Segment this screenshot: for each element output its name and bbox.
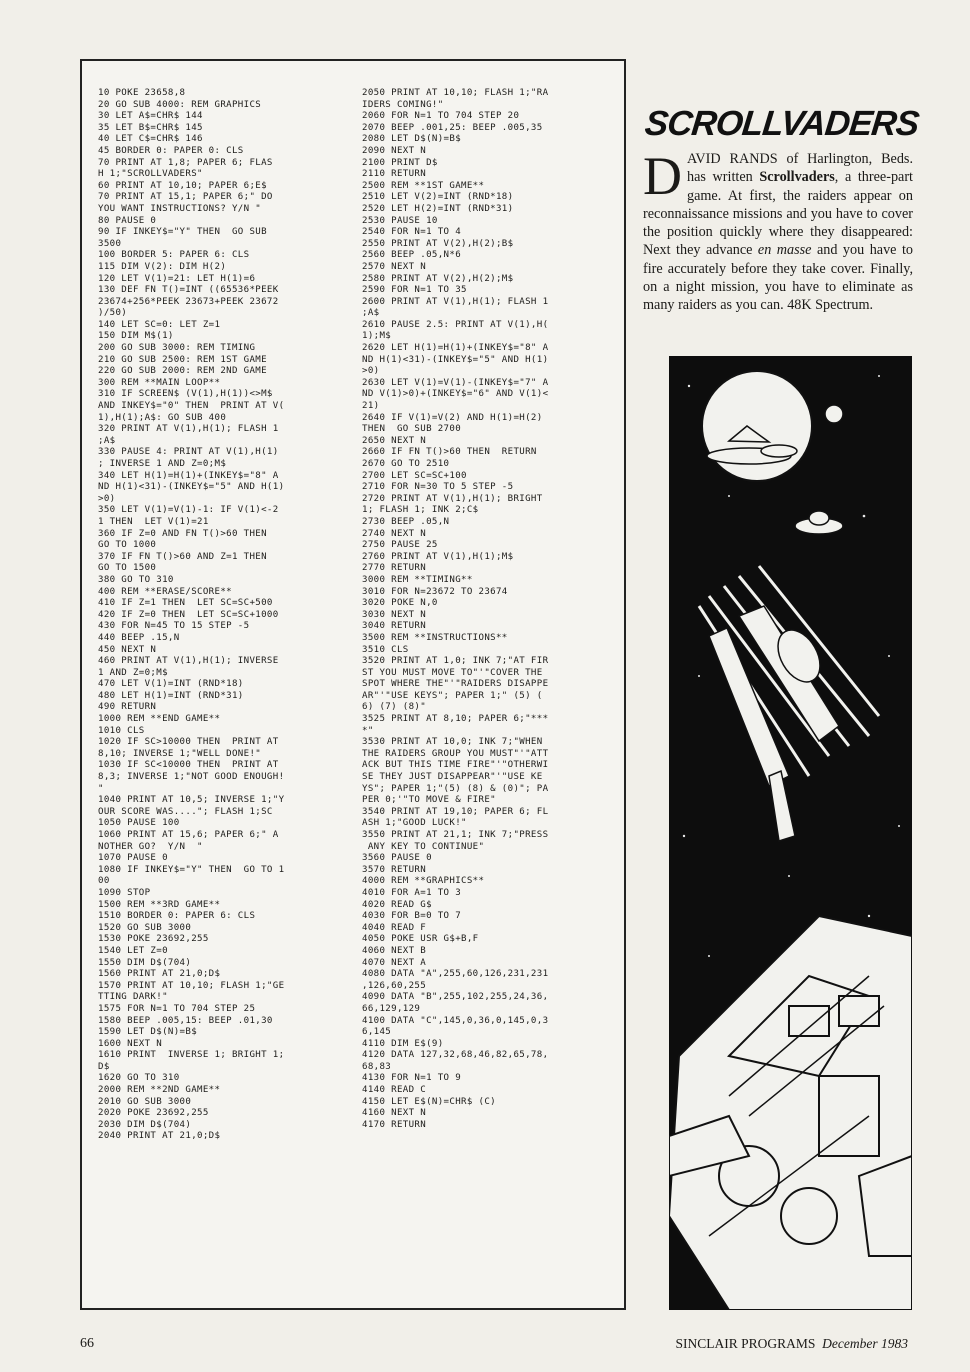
code-line: 150 DIM M$(1) bbox=[98, 331, 174, 342]
page-number: 66 bbox=[80, 1336, 94, 1351]
code-line: 2100 PRINT D$ bbox=[362, 157, 438, 168]
code-line: 3500 bbox=[98, 238, 122, 249]
code-line: PER 0;'"TO MOVE & FIRE" bbox=[362, 795, 496, 806]
code-line: 4160 NEXT N bbox=[362, 1108, 427, 1119]
code-line: 2750 PAUSE 25 bbox=[362, 540, 438, 551]
code-line: 4040 READ F bbox=[362, 922, 427, 933]
code-line: *" bbox=[362, 725, 374, 736]
code-line: 2030 DIM D$(704) bbox=[98, 1119, 192, 1130]
drop-cap: D bbox=[643, 146, 682, 206]
code-line: 4060 NEXT B bbox=[362, 945, 427, 956]
code-line: ST YOU MUST MOVE TO"'"COVER THE bbox=[362, 667, 543, 678]
code-line: 1575 FOR N=1 TO 704 STEP 25 bbox=[98, 1003, 256, 1014]
code-line: 3520 PRINT AT 1,0; INK 7;"AT FIR bbox=[362, 656, 549, 667]
code-line: 1),H(1);A$: GO SUB 400 bbox=[98, 412, 227, 423]
code-line: 1570 PRINT AT 10,10; FLASH 1;"GE bbox=[98, 980, 285, 991]
code-line: 1560 PRINT AT 21,0;D$ bbox=[98, 969, 221, 980]
code-line: 4050 POKE USR G$+B,F bbox=[362, 934, 479, 945]
code-line: 480 LET H(1)=INT (RND*31) bbox=[98, 690, 244, 701]
code-line: 2070 BEEP .001,25: BEEP .005,35 bbox=[362, 122, 543, 133]
code-line: 2700 LET SC=SC+100 bbox=[362, 470, 467, 481]
code-line: 3570 RETURN bbox=[362, 864, 427, 875]
code-line: 100 BORDER 5: PAPER 6: CLS bbox=[98, 250, 250, 261]
code-line: 3550 PRINT AT 21,1; INK 7;"PRESS bbox=[362, 830, 549, 840]
code-line: 2540 FOR N=1 TO 4 bbox=[362, 227, 462, 238]
code-line: 4130 FOR N=1 TO 9 bbox=[362, 1073, 462, 1084]
code-line: 1620 GO TO 310 bbox=[98, 1073, 180, 1084]
code-line: 440 BEEP .15,N bbox=[98, 632, 180, 643]
code-line: " bbox=[98, 783, 104, 794]
code-line: 1070 PAUSE 0 bbox=[98, 853, 168, 864]
code-line: THEN GO SUB 2700 bbox=[362, 424, 462, 435]
magazine-footer bbox=[675, 1336, 908, 1352]
code-line: 4110 DIM E$(9) bbox=[362, 1038, 444, 1049]
code-line: 3560 PAUSE 0 bbox=[362, 853, 432, 864]
code-line: 2580 PRINT AT V(2),H(2);M$ bbox=[362, 273, 514, 284]
code-line: SE THEY JUST DISAPPEAR"'"USE KE bbox=[362, 772, 543, 783]
code-line: 90 IF INKEY$="Y" THEN GO SUB bbox=[98, 227, 267, 238]
code-line: 2720 PRINT AT V(1),H(1); BRIGHT bbox=[362, 493, 543, 504]
code-line: 3525 PRINT AT 8,10; PAPER 6;"*** bbox=[362, 714, 549, 725]
code-line: 2670 GO TO 2510 bbox=[362, 459, 450, 469]
en-masse-text: en masse bbox=[757, 242, 812, 259]
article bbox=[643, 104, 921, 315]
code-line: AR"'"USE KEYS"; PAPER 1;" (5) ( bbox=[362, 690, 543, 701]
code-line: ,126,60,255 bbox=[362, 980, 427, 991]
game-name: Scrollvaders bbox=[759, 169, 835, 186]
code-line: 2740 NEXT N bbox=[362, 528, 427, 539]
code-line: 4070 NEXT A bbox=[362, 957, 427, 968]
code-line: SPOT WHERE THE"'"RAIDERS DISAPPE bbox=[362, 679, 549, 690]
code-line: 1590 LET D$(N)=B$ bbox=[98, 1027, 198, 1038]
code-line: 4170 RETURN bbox=[362, 1119, 427, 1130]
code-line: 6,145 bbox=[362, 1027, 392, 1038]
code-line: >0) bbox=[362, 366, 380, 377]
code-line: 2060 FOR N=1 TO 704 STEP 20 bbox=[362, 111, 520, 122]
code-line: 3000 REM **TIMING** bbox=[362, 574, 473, 585]
code-line: YOU WANT INSTRUCTIONS? Y/N " bbox=[98, 203, 262, 214]
article-body-text: , a three-part game. At first, the raiders appear on reconnaissance missions and you have to cover the position quickly where they disappeared: Next they advance bbox=[643, 169, 913, 259]
code-line: ;A$ bbox=[362, 308, 380, 319]
code-line: 1);M$ bbox=[362, 331, 392, 342]
code-line: ANY KEY TO CONTINUE" bbox=[362, 841, 485, 852]
code-line: 1080 IF INKEY$="Y" THEN GO TO 1 bbox=[98, 864, 285, 875]
code-line: 350 LET V(1)=V(1)-1: IF V(1)<-2 bbox=[98, 505, 279, 516]
code-line: 10 POKE 23658,8 bbox=[98, 88, 186, 98]
code-line: 120 LET V(1)=21: LET H(1)=6 bbox=[98, 273, 256, 284]
code-line: 460 PRINT AT V(1),H(1); INVERSE bbox=[98, 656, 279, 667]
listing-column-right bbox=[362, 88, 548, 1131]
code-line: 4020 READ G$ bbox=[362, 899, 432, 910]
code-line: 4000 REM **GRAPHICS** bbox=[362, 876, 485, 887]
code-line: 2080 LET D$(N)=B$ bbox=[362, 134, 462, 145]
code-line: 60 PRINT AT 10,10; PAPER 6;E$ bbox=[98, 180, 267, 191]
code-line: 310 IF SCREEN$ (V(1),H(1))<>M$ bbox=[98, 389, 273, 400]
code-line: 115 DIM V(2): DIM H(2) bbox=[98, 261, 227, 272]
code-line: THE RAIDERS GROUP YOU MUST"'"ATT bbox=[362, 748, 549, 759]
code-line: 1500 REM **3RD GAME** bbox=[98, 899, 221, 910]
code-line: 1610 PRINT INVERSE 1; BRIGHT 1; bbox=[98, 1050, 285, 1061]
code-line: 4090 DATA "B",255,102,255,24,36, bbox=[362, 992, 549, 1003]
code-line: 430 FOR N=45 TO 15 STEP -5 bbox=[98, 621, 250, 632]
code-line: 2040 PRINT AT 21,0;D$ bbox=[98, 1131, 221, 1142]
code-line: IDERS COMING!" bbox=[362, 99, 444, 110]
code-line: 2050 PRINT AT 10,10; FLASH 1;"RA bbox=[362, 88, 549, 98]
code-line: 2570 NEXT N bbox=[362, 261, 427, 272]
code-line: 200 GO SUB 3000: REM TIMING bbox=[98, 343, 256, 354]
code-line: >0) bbox=[98, 493, 116, 504]
code-line: 1 AND Z=0;M$ bbox=[98, 667, 168, 678]
code-line: 2730 BEEP .05,N bbox=[362, 516, 450, 527]
article-body-text-2: and you have to fire accurately before they take cover. Finally, on a night mission, you have to eliminate as many raiders as you can. 48K Spectrum. bbox=[643, 242, 913, 314]
code-line: 45 BORDER 0: PAPER 0: CLS bbox=[98, 145, 244, 156]
code-line: 3500 REM **INSTRUCTIONS** bbox=[362, 632, 508, 643]
code-line: TTING DARK!" bbox=[98, 992, 168, 1003]
code-line: 66,129,129 bbox=[362, 1003, 421, 1014]
code-line: 1020 IF SC>10000 THEN PRINT AT bbox=[98, 737, 279, 748]
code-line: 1540 LET Z=0 bbox=[98, 945, 168, 956]
code-line: ND V(1)>0)+(INKEY$="6" AND V(1)< bbox=[362, 389, 549, 400]
code-line: 2530 PAUSE 10 bbox=[362, 215, 438, 226]
code-line: 4030 FOR B=0 TO 7 bbox=[362, 911, 462, 922]
code-line: AND INKEY$="0" THEN PRINT AT V( bbox=[98, 401, 285, 412]
code-line: 2760 PRINT AT V(1),H(1);M$ bbox=[362, 551, 514, 562]
code-line: 4080 DATA "A",255,60,126,231,231 bbox=[362, 969, 549, 980]
code-line: 1050 PAUSE 100 bbox=[98, 818, 180, 829]
code-line: 370 IF FN T()>60 AND Z=1 THEN bbox=[98, 551, 267, 562]
code-line: 1010 CLS bbox=[98, 725, 145, 736]
code-line: NOTHER GO? Y/N " bbox=[98, 841, 203, 852]
article-body bbox=[643, 146, 913, 315]
code-line: 130 DEF FN T()=INT ((65536*PEEK bbox=[98, 285, 279, 296]
code-line: 360 IF Z=0 AND FN T()>60 THEN bbox=[98, 528, 267, 539]
code-line: 2770 RETURN bbox=[362, 563, 427, 574]
code-line: 3510 CLS bbox=[362, 644, 409, 655]
code-line: 2520 LET H(2)=INT (RND*31) bbox=[362, 203, 514, 214]
code-line: 4140 READ C bbox=[362, 1085, 427, 1096]
code-line: )/50) bbox=[98, 308, 128, 319]
code-line: 1060 PRINT AT 15,6; PAPER 6;" A bbox=[98, 830, 279, 840]
code-line: 2610 PAUSE 2.5: PRINT AT V(1),H( bbox=[362, 319, 549, 330]
code-line: 330 PAUSE 4: PRINT AT V(1),H(1) bbox=[98, 447, 279, 458]
code-line: 20 GO SUB 4000: REM GRAPHICS bbox=[98, 99, 262, 110]
code-line: 2630 LET V(1)=V(1)-(INKEY$="7" A bbox=[362, 377, 549, 388]
code-line: 4150 LET E$(N)=CHR$ (C) bbox=[362, 1096, 496, 1107]
program-listing bbox=[80, 59, 626, 1310]
magazine-title: SINCLAIR PROGRAMS bbox=[675, 1336, 816, 1351]
issue-date: December 1983 bbox=[822, 1336, 908, 1351]
code-line: 450 NEXT N bbox=[98, 644, 157, 655]
code-line: 2000 REM **2ND GAME** bbox=[98, 1085, 221, 1096]
code-line: 1090 STOP bbox=[98, 887, 151, 898]
article-title: SCROLLVADERS bbox=[643, 104, 921, 143]
code-line: ;A$ bbox=[98, 435, 116, 446]
code-line: 1550 DIM D$(704) bbox=[98, 957, 192, 968]
code-line: 490 RETURN bbox=[98, 702, 157, 713]
code-line: 2660 IF FN T()>60 THEN RETURN bbox=[362, 447, 537, 458]
code-line: 2600 PRINT AT V(1),H(1); FLASH 1 bbox=[362, 296, 549, 307]
code-line: 3530 PRINT AT 10,0; INK 7;"WHEN bbox=[362, 737, 543, 748]
code-line: 6) (7) (8)" bbox=[362, 702, 427, 713]
code-line: 1; FLASH 1; INK 2;C$ bbox=[362, 505, 479, 516]
code-line: 3020 POKE N,0 bbox=[362, 598, 438, 609]
space-battle-illustration bbox=[669, 356, 912, 1310]
code-line: 8,10; INVERSE 1;"WELL DONE!" bbox=[98, 748, 262, 759]
code-line: 470 LET V(1)=INT (RND*18) bbox=[98, 679, 244, 690]
code-line: 2510 LET V(2)=INT (RND*18) bbox=[362, 192, 514, 203]
code-line: 21) bbox=[362, 401, 380, 412]
code-line: 3030 NEXT N bbox=[362, 609, 427, 620]
code-line: 410 IF Z=1 THEN LET SC=SC+500 bbox=[98, 598, 273, 609]
code-line: 68,83 bbox=[362, 1061, 392, 1072]
code-line: 400 REM **ERASE/SCORE** bbox=[98, 586, 232, 597]
code-line: 30 LET A$=CHR$ 144 bbox=[98, 111, 203, 122]
code-line: 80 PAUSE 0 bbox=[98, 215, 157, 226]
code-line: 210 GO SUB 2500: REM 1ST GAME bbox=[98, 354, 267, 365]
code-line: ASH 1;"GOOD LUCK!" bbox=[362, 818, 467, 829]
code-line: 2650 NEXT N bbox=[362, 435, 427, 446]
code-line: 2640 IF V(1)=V(2) AND H(1)=H(2) bbox=[362, 412, 543, 423]
code-line: 8,3; INVERSE 1;"NOT GOOD ENOUGH! bbox=[98, 772, 285, 783]
code-line: 380 GO TO 310 bbox=[98, 574, 174, 585]
code-line: 23674+256*PEEK 23673+PEEK 23672 bbox=[98, 296, 279, 307]
code-line: 35 LET B$=CHR$ 145 bbox=[98, 122, 203, 133]
code-line: 1520 GO SUB 3000 bbox=[98, 922, 192, 933]
code-line: 2620 LET H(1)=H(1)+(INKEY$="8" A bbox=[362, 343, 549, 354]
code-line: 300 REM **MAIN LOOP** bbox=[98, 377, 221, 388]
code-line: H 1;"SCROLLVADERS" bbox=[98, 169, 203, 180]
code-line: 2010 GO SUB 3000 bbox=[98, 1096, 192, 1107]
listing-column-left bbox=[98, 88, 284, 1143]
code-line: 2550 PRINT AT V(2),H(2);B$ bbox=[362, 238, 514, 249]
code-line: 1000 REM **END GAME** bbox=[98, 714, 221, 725]
code-line: 1600 NEXT N bbox=[98, 1038, 163, 1049]
code-line: 2560 BEEP .05,N*6 bbox=[362, 250, 462, 261]
code-line: 2110 RETURN bbox=[362, 169, 427, 180]
code-line: 2710 FOR N=30 TO 5 STEP -5 bbox=[362, 482, 514, 493]
code-line: 4120 DATA 127,32,68,46,82,65,78, bbox=[362, 1050, 549, 1061]
code-line: 2500 REM **1ST GAME** bbox=[362, 180, 485, 191]
code-line: YS"; PAPER 1;"(5) (8) & (0)"; PA bbox=[362, 783, 549, 794]
code-line: 320 PRINT AT V(1),H(1); FLASH 1 bbox=[98, 424, 279, 435]
code-line: 3010 FOR N=23672 TO 23674 bbox=[362, 586, 508, 597]
code-line: OUR SCORE WAS...."; FLASH 1;SC bbox=[98, 806, 273, 817]
code-line: 340 LET H(1)=H(1)+(INKEY$="8" A bbox=[98, 470, 279, 481]
code-line: 40 LET C$=CHR$ 146 bbox=[98, 134, 203, 145]
code-line: 1580 BEEP .005,15: BEEP .01,30 bbox=[98, 1015, 273, 1026]
code-line: ACK BUT THIS TIME FIRE"'"OTHERWI bbox=[362, 760, 549, 771]
code-line: ND H(1)<31)-(INKEY$="5" AND H(1) bbox=[362, 354, 549, 365]
code-line: 1030 IF SC<10000 THEN PRINT AT bbox=[98, 760, 279, 771]
code-line: 2590 FOR N=1 TO 35 bbox=[362, 285, 467, 296]
code-line: 4100 DATA "C",145,0,36,0,145,0,3 bbox=[362, 1015, 549, 1026]
code-line: 3040 RETURN bbox=[362, 621, 427, 632]
code-line: 1510 BORDER 0: PAPER 6: CLS bbox=[98, 911, 256, 922]
code-line: 1040 PRINT AT 10,5; INVERSE 1;"Y bbox=[98, 795, 285, 806]
code-line: GO TO 1500 bbox=[98, 563, 157, 574]
code-line: ; INVERSE 1 AND Z=0;M$ bbox=[98, 459, 227, 469]
code-line: 420 IF Z=0 THEN LET SC=SC+1000 bbox=[98, 609, 279, 620]
code-line: 70 PRINT AT 1,8; PAPER 6; FLAS bbox=[98, 157, 273, 168]
code-line: 1 THEN LET V(1)=21 bbox=[98, 516, 209, 527]
article-lead: AVID RANDS of Harlington, Beds. has written bbox=[687, 151, 913, 186]
code-line: 00 bbox=[98, 876, 110, 887]
code-line: 1530 POKE 23692,255 bbox=[98, 934, 209, 945]
code-line: ND H(1)<31)-(INKEY$="5" AND H(1) bbox=[98, 482, 285, 493]
code-line: 2020 POKE 23692,255 bbox=[98, 1108, 209, 1119]
code-line: 70 PRINT AT 15,1; PAPER 6;" DO bbox=[98, 192, 273, 203]
code-line: 3540 PRINT AT 19,10; PAPER 6; FL bbox=[362, 806, 549, 817]
code-line: 140 LET SC=0: LET Z=1 bbox=[98, 319, 221, 330]
code-line: 220 GO SUB 2000: REM 2ND GAME bbox=[98, 366, 267, 377]
code-line: D$ bbox=[98, 1061, 110, 1072]
code-line: 4010 FOR A=1 TO 3 bbox=[362, 887, 462, 898]
code-line: GO TO 1000 bbox=[98, 540, 157, 551]
code-line: 2090 NEXT N bbox=[362, 145, 427, 156]
